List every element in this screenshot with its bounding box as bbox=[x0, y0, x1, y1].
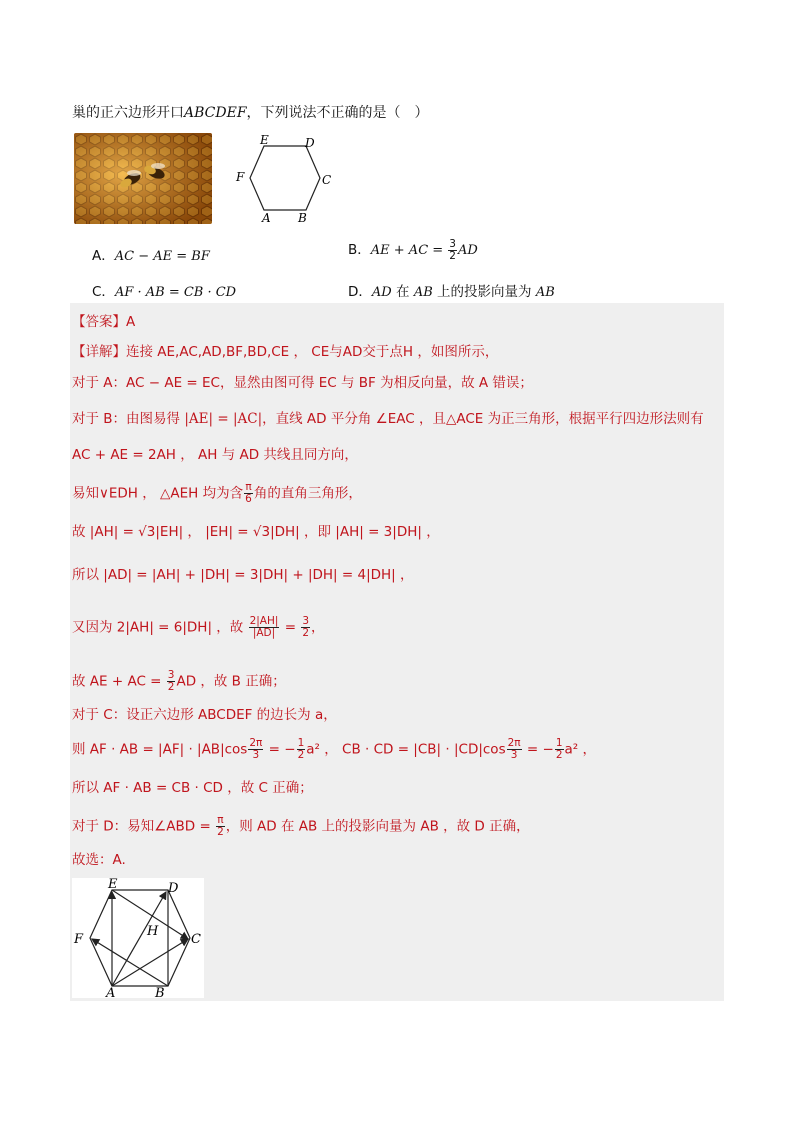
detail-line-4: AC + AE = 2AH ， AH 与 AD 共线且同方向， bbox=[72, 447, 358, 463]
detail-line-9: 故 AE + AC = $\frac{3}{2}$ AD ，故 B 正确； bbox=[72, 669, 286, 693]
option-a[interactable]: A．AC − AE = BF bbox=[92, 248, 210, 264]
vector-AD bbox=[112, 892, 166, 986]
hexagon-figure bbox=[232, 130, 336, 226]
detail-line-3: 对于 B：由图易得 |AE| = |AC|，直线 AD 平分角 ∠EAC ，且△ACE 为正三角形，根据平行四边形法则有 bbox=[72, 411, 704, 427]
detail-line-14: 故选：A. bbox=[72, 852, 126, 868]
detail-line-5: 易知∨EDH ， △AEH 均为含 $\frac{\pi}{6}$ 角的直角三角形， bbox=[72, 481, 362, 505]
sol-label-F: F bbox=[74, 932, 84, 947]
sol-label-H: H bbox=[147, 924, 159, 939]
hexagon-shape bbox=[250, 146, 320, 210]
detail-line-2: 对于 A：AC − AE = EC，显然由图可得 EC 与 BF 为相反向量，故 A 错误； bbox=[72, 375, 533, 391]
detail-line-1: 【详解】连接 AE,AC,AD,BF,BD,CE ， CE与AD交于点H ，如图所示， bbox=[72, 344, 499, 360]
answer-value: A bbox=[126, 314, 136, 330]
detail-line-13: 对于 D：易知∠ABD = $\frac{\pi}{2}$ ，则 AD 在 AB 上的投影向量为 AB ，故 D 正确， bbox=[72, 814, 530, 838]
detail-line-7: 所以 |AD| = |AH| + |DH| = 3|DH| + |DH| = 4|DH| ， bbox=[72, 567, 414, 583]
vector-AC bbox=[112, 939, 188, 986]
label-F: F bbox=[236, 170, 245, 184]
sol-label-E: E bbox=[108, 878, 118, 892]
label-E: E bbox=[260, 133, 269, 147]
question-prefix: 巢的正六边形开口 bbox=[72, 105, 184, 121]
option-b[interactable]: B．AE + AC = $\frac{3}{2}$ AD bbox=[348, 237, 478, 262]
question-suffix: ，下列说法不正确的是（ ） bbox=[246, 105, 429, 121]
option-c[interactable]: C．AF · AB = CB · CD bbox=[92, 284, 237, 300]
label-A: A bbox=[262, 211, 271, 225]
detail-line-8: 又因为 2|AH| = 6|DH| ，故 $\frac{2|AH|}{|AD|}$ = $\frac{3}{2}$ ， bbox=[72, 615, 325, 639]
honeycomb-photo bbox=[74, 133, 212, 224]
detail-line-10: 对于 C：设正六边形 ABCDEF 的边长为 a， bbox=[72, 707, 337, 723]
label-D: D bbox=[305, 136, 315, 150]
sol-label-C: C bbox=[191, 932, 201, 947]
vector-BF bbox=[92, 939, 168, 986]
option-d[interactable]: D．AD 在 AB 上的投影向量为 AB bbox=[348, 284, 555, 300]
sol-label-B: B bbox=[155, 986, 165, 998]
label-B: B bbox=[298, 211, 307, 225]
detail-line-11: 则 AF · AB = |AF| · |AB|cos $\frac{2\pi}{3}$ = − $\frac{1}{2}$ a² ， CB · CD = |CB| · |CD|cos $\frac{2\pi}{3}$ = − $\frac{1}{2}$ a² ， bbox=[72, 737, 597, 761]
hexagon-name: ABCDEF bbox=[184, 105, 247, 121]
answer-line: 【答案】A bbox=[72, 314, 136, 330]
sol-label-A: A bbox=[106, 986, 116, 998]
sol-label-D: D bbox=[168, 881, 179, 896]
detail-line-6: 故 |AH| = √3|EH| ， |EH| = √3|DH| ，即 |AH| = 3|DH| ， bbox=[72, 524, 440, 540]
label-C: C bbox=[322, 173, 332, 187]
detail-line-12: 所以 AF · AB = CB · CD ，故 C 正确； bbox=[72, 780, 313, 796]
solution-figure bbox=[72, 878, 204, 998]
question-text bbox=[72, 102, 429, 122]
